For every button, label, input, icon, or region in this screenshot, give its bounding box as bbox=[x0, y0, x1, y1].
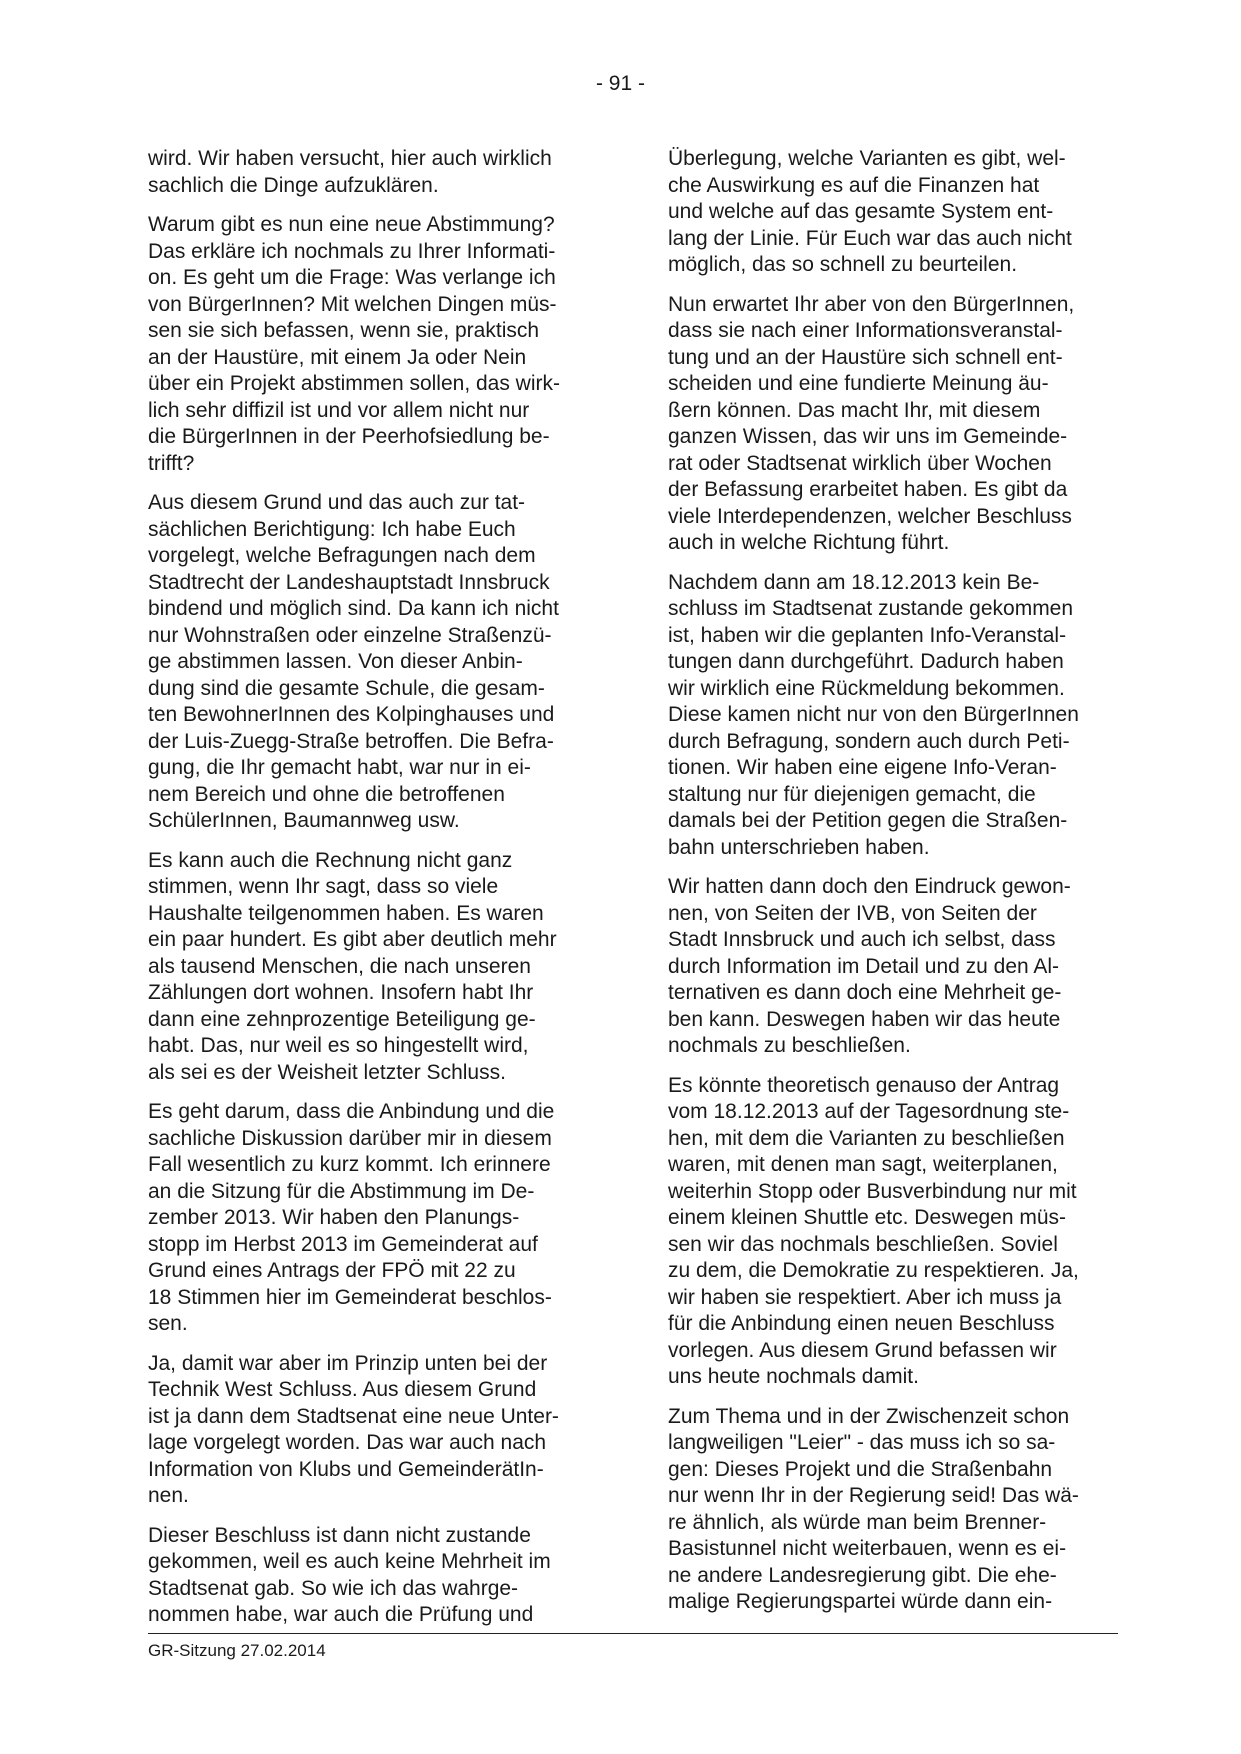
text-line: gen: Dieses Projekt und die Straßenbahn bbox=[668, 1457, 1053, 1481]
text-line: scheiden und eine fundierte Meinung äu- bbox=[668, 372, 1049, 395]
text-line: Aus diesem Grund und das auch zur tat- bbox=[148, 491, 526, 514]
text-line: möglich, das so schnell zu beurteilen. bbox=[668, 253, 1018, 276]
paragraph bbox=[148, 1523, 598, 1629]
paragraph bbox=[148, 848, 598, 1087]
text-line: ternativen es dann doch eine Mehrheit ge- bbox=[668, 981, 1062, 1004]
text-line: von BürgerInnen? Mit welchen Dingen müs- bbox=[148, 292, 557, 316]
text-line: ein paar hundert. Es gibt aber deutlich mehr bbox=[148, 928, 557, 951]
text-line: einem kleinen Shuttle etc. Deswegen müs- bbox=[668, 1206, 1067, 1229]
text-line: waren, mit denen man sagt, weiterplanen, bbox=[668, 1153, 1058, 1176]
text-line: ten BewohnerInnen des Kolpinghauses und bbox=[148, 703, 555, 726]
text-line: an der Haustüre, mit einem Ja oder Nein bbox=[148, 345, 527, 369]
text-line: Fall wesentlich zu kurz kommt. Ich erinnere bbox=[148, 1153, 551, 1176]
text-line: nommen habe, war auch die Prüfung und bbox=[148, 1603, 534, 1626]
paragraph bbox=[148, 490, 598, 835]
text-line: nen, von Seiten der IVB, von Seiten der bbox=[668, 901, 1037, 925]
text-line: weiterhin Stopp oder Busverbindung nur mit bbox=[668, 1179, 1077, 1203]
text-line: nur Wohnstraßen oder einzelne Straßenzü- bbox=[148, 623, 552, 647]
text-line: Haushalte teilgenommen haben. Es waren bbox=[148, 901, 544, 925]
text-line: Das erkläre ich nochmals zu Ihrer Informati- bbox=[148, 239, 556, 263]
text-line: Warum gibt es nun eine neue Abstimmung? bbox=[148, 213, 555, 236]
text-line: die BürgerInnen in der Peerhofsiedlung be- bbox=[148, 425, 550, 448]
text-line: vorlegen. Aus diesem Grund befassen wir bbox=[668, 1338, 1057, 1362]
text-line: Es kann auch die Rechnung nicht ganz bbox=[148, 848, 513, 872]
text-line: langweiligen "Leier" - das muss ich so sa- bbox=[668, 1431, 1056, 1454]
text-line: malige Regierungspartei würde dann ein- bbox=[668, 1590, 1053, 1613]
text-line: Stadtsenat gab. So wie ich das wahrge- bbox=[148, 1576, 519, 1600]
text-line: stopp im Herbst 2013 im Gemeinderat auf bbox=[148, 1232, 538, 1256]
text-line: gung, die Ihr gemacht habt, war nur in ei- bbox=[148, 756, 531, 779]
footer-divider bbox=[148, 1633, 1118, 1634]
text-line: Es könnte theoretisch genauso der Antrag bbox=[668, 1073, 1060, 1097]
text-line: dung sind die gesamte Schule, die gesam- bbox=[148, 676, 545, 700]
page-number: - 91 - bbox=[595, 72, 645, 95]
text-line: Diese kamen nicht nur von den BürgerInnen bbox=[668, 703, 1079, 726]
text-line: dass sie nach einer Informationsveranstal- bbox=[668, 319, 1063, 342]
text-line: che Auswirkung es auf die Finanzen hat bbox=[668, 173, 1040, 197]
text-line: hen, mit dem die Varianten zu beschließen bbox=[668, 1126, 1065, 1150]
text-line: damals bei der Petition gegen die Straßen- bbox=[668, 809, 1068, 832]
text-line: nochmals zu beschließen. bbox=[668, 1034, 911, 1057]
text-line: viele Interdependenzen, welcher Beschluss bbox=[668, 504, 1072, 528]
text-line: ist ja dann dem Stadtsenat eine neue Unter- bbox=[148, 1404, 559, 1428]
text-line: ge abstimmen lassen. Von dieser Anbin- bbox=[148, 650, 523, 673]
text-line: lage vorgelegt worden. Das war auch nach bbox=[148, 1431, 547, 1454]
text-line: sächlichen Berichtigung: Ich habe Euch bbox=[148, 517, 516, 541]
text-line: ganzen Wissen, das wir uns im Gemeinde- bbox=[668, 425, 1068, 448]
text-line: zu dem, die Demokratie zu respektieren. Ja, bbox=[668, 1259, 1079, 1282]
text-line: tungen dann durchgeführt. Dadurch haben bbox=[668, 650, 1064, 673]
text-line: Zum Thema und in der Zwischenzeit schon bbox=[668, 1404, 1070, 1428]
text-line: staltung nur für diejenigen gemacht, die bbox=[668, 782, 1036, 806]
text-line: ne andere Landesregierung gibt. Die ehe- bbox=[668, 1563, 1057, 1587]
text-line: zember 2013. Wir haben den Planungs- bbox=[148, 1206, 520, 1229]
text-line: sachliche Diskussion darüber mir in diesem bbox=[148, 1126, 552, 1150]
text-line: auch in welche Richtung führt. bbox=[668, 531, 950, 554]
paragraph bbox=[668, 1404, 1118, 1616]
text-line: Wir hatten dann doch den Eindruck gewon- bbox=[668, 875, 1071, 898]
text-line: stimmen, wenn Ihr sagt, dass so viele bbox=[148, 875, 499, 898]
text-line: über ein Projekt abstimmen sollen, das wirk- bbox=[148, 372, 561, 395]
text-line: an die Sitzung für die Abstimmung im De- bbox=[148, 1179, 535, 1203]
text-line: sen sie sich befassen, wenn sie, praktisch bbox=[148, 319, 540, 342]
text-line: vorgelegt, welche Befragungen nach dem bbox=[148, 544, 536, 567]
right-column bbox=[668, 146, 1118, 1629]
text-line: wir haben sie respektiert. Aber ich muss ja bbox=[668, 1285, 1062, 1309]
text-line: Stadt Innsbruck und auch ich selbst, dass bbox=[668, 928, 1056, 951]
text-line: ßern können. Das macht Ihr, mit diesem bbox=[668, 398, 1041, 422]
text-line: sen. bbox=[148, 1312, 188, 1335]
text-line: nem Bereich und ohne die betroffenen bbox=[148, 782, 505, 806]
text-line: tionen. Wir haben eine eigene Info-Veran- bbox=[668, 756, 1057, 779]
text-line: durch Information im Detail und zu den Al- bbox=[668, 954, 1060, 978]
paragraph bbox=[148, 1099, 598, 1338]
text-line: Grund eines Antrags der FPÖ mit 22 zu bbox=[148, 1259, 516, 1282]
text-line: gekommen, weil es auch keine Mehrheit im bbox=[148, 1550, 551, 1573]
text-line: und welche auf das gesamte System ent- bbox=[668, 200, 1054, 223]
left-column bbox=[148, 146, 598, 1642]
text-line: schluss im Stadtsenat zustande gekommen bbox=[668, 597, 1074, 620]
text-line: als sei es der Weisheit letzter Schluss. bbox=[148, 1060, 506, 1084]
text-line: nur wenn Ihr in der Regierung seid! Das wä- bbox=[668, 1484, 1079, 1507]
text-line: lich sehr diffizil ist und vor allem nicht nur bbox=[148, 398, 530, 422]
text-line: sachlich die Dinge aufzuklären. bbox=[148, 173, 439, 197]
text-line: dann eine zehnprozentige Beteiligung ge- bbox=[148, 1007, 536, 1031]
text-line: rat oder Stadtsenat wirklich über Wochen bbox=[668, 451, 1052, 475]
text-line: sen wir das nochmals beschließen. Soviel bbox=[668, 1232, 1058, 1256]
paragraph bbox=[148, 212, 598, 477]
text-line: Information von Klubs und GemeinderätIn- bbox=[148, 1457, 544, 1481]
text-line: Zählungen dort wohnen. Insofern habt Ihr bbox=[148, 981, 534, 1004]
paragraph bbox=[668, 292, 1118, 557]
text-line: Dieser Beschluss ist dann nicht zustande bbox=[148, 1523, 531, 1547]
paragraph bbox=[668, 874, 1118, 1060]
paragraph bbox=[148, 146, 598, 199]
text-line: ist, haben wir die geplanten Info-Veranstal- bbox=[668, 623, 1067, 647]
text-line: bahn unterschrieben haben. bbox=[668, 835, 930, 859]
paragraph bbox=[148, 1351, 598, 1510]
text-line: Es geht darum, dass die Anbindung und die bbox=[148, 1100, 555, 1123]
text-line: Überlegung, welche Varianten es gibt, wel- bbox=[668, 147, 1066, 170]
text-line: Technik West Schluss. Aus diesem Grund bbox=[148, 1378, 537, 1401]
paragraph bbox=[668, 1073, 1118, 1391]
text-line: wird. Wir haben versucht, hier auch wirklich bbox=[148, 147, 552, 170]
footer-session-date: GR-Sitzung 27.02.2014 bbox=[148, 1641, 326, 1660]
text-line: tung und an der Haustüre sich schnell ent- bbox=[668, 345, 1063, 369]
text-line: Ja, damit war aber im Prinzip unten bei der bbox=[148, 1351, 548, 1375]
text-line: wir wirklich eine Rückmeldung bekommen. bbox=[668, 676, 1065, 700]
text-line: nen. bbox=[148, 1484, 189, 1507]
paragraph bbox=[668, 146, 1118, 279]
text-line: bindend und möglich sind. Da kann ich nicht bbox=[148, 597, 559, 620]
text-line: durch Befragung, sondern auch durch Peti- bbox=[668, 729, 1070, 753]
text-line: re ähnlich, als würde man beim Brenner- bbox=[668, 1510, 1047, 1534]
text-line: lang der Linie. Für Euch war das auch nicht bbox=[668, 226, 1072, 250]
text-line: Nachdem dann am 18.12.2013 kein Be- bbox=[668, 570, 1040, 594]
text-line: für die Anbindung einen neuen Beschluss bbox=[668, 1312, 1055, 1335]
text-line: habt. Das, nur weil es so hingestellt wird, bbox=[148, 1034, 529, 1057]
text-line: Stadtrecht der Landeshauptstadt Innsbruck bbox=[148, 570, 550, 594]
text-line: on. Es geht um die Frage: Was verlange ich bbox=[148, 266, 556, 289]
text-line: Nun erwartet Ihr aber von den BürgerInnen, bbox=[668, 292, 1075, 316]
text-line: ben kann. Deswegen haben wir das heute bbox=[668, 1007, 1061, 1031]
text-line: vom 18.12.2013 auf der Tagesordnung ste- bbox=[668, 1100, 1070, 1123]
text-line: trifft? bbox=[148, 451, 195, 475]
text-line: als tausend Menschen, die nach unseren bbox=[148, 954, 531, 978]
text-line: SchülerInnen, Baumannweg usw. bbox=[148, 809, 460, 832]
text-line: der Luis-Zuegg-Straße betroffen. Die Befra- bbox=[148, 729, 554, 753]
text-line: der Befassung erarbeitet haben. Es gibt da bbox=[668, 478, 1068, 501]
text-line: uns heute nochmals damit. bbox=[668, 1365, 919, 1388]
paragraph bbox=[668, 570, 1118, 862]
text-line: Basistunnel nicht weiterbauen, wenn es ei- bbox=[668, 1537, 1067, 1560]
text-line: 18 Stimmen hier im Gemeinderat beschlos- bbox=[148, 1285, 552, 1309]
